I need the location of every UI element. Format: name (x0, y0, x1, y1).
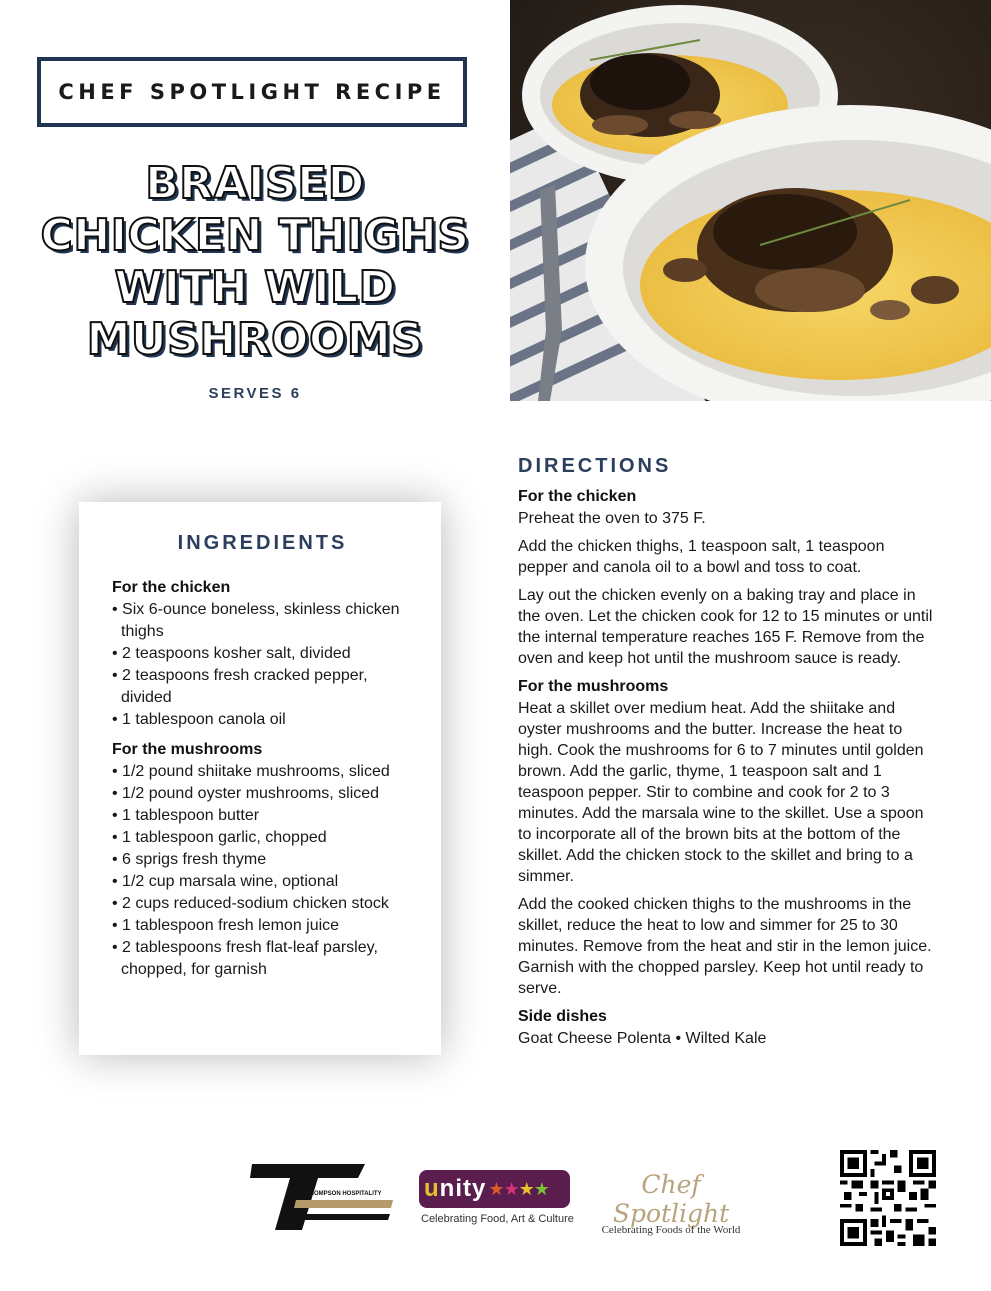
mushroom-ingredients-list (112, 761, 413, 981)
ingredient-item: • 1 tablespoon garlic, chopped (112, 827, 413, 849)
qr-code-icon[interactable] (840, 1150, 936, 1246)
side-dishes-heading: Side dishes (518, 1008, 607, 1025)
title-line: BRAISED (145, 158, 365, 209)
stars-icon: ★★★★ (488, 1178, 549, 1199)
unity-wordmark: unity (424, 1175, 487, 1202)
dish-photo (510, 0, 991, 401)
ingredient-item: • 1 tablespoon canola oil (112, 709, 413, 731)
ingredient-item: • 1 tablespoon fresh lemon juice (112, 915, 413, 937)
thompson-hospitality-logo (250, 1162, 395, 1232)
braised-chicken-photo-icon (510, 0, 991, 401)
ingredient-item: • 2 cups reduced-sodium chicken stock (112, 893, 413, 915)
directions-paragraph: Add the chicken thighs, 1 teaspoon salt, 1 teaspoon pepper and canola oil to a bowl and toss to coat. (518, 538, 885, 576)
unity-tagline: Celebrating Food, Art & Culture (421, 1213, 574, 1225)
ingredient-item: • 2 teaspoons kosher salt, divided (112, 643, 413, 665)
thompson-t-icon (250, 1162, 395, 1232)
ingredient-item: • 1/2 pound oyster mushrooms, sliced (112, 783, 413, 805)
ingredient-item: • 1 tablespoon butter (112, 805, 413, 827)
serves-label: SERVES 6 (208, 385, 302, 402)
directions-paragraph: Add the cooked chicken thighs to the mushrooms in the skillet, reduce the heat to low and simmer for 25 to 30 minutes. Remove from the heat and stir in the lemon juice. Garnish with the chopped parsley. Keep hot until ready to serve. (518, 896, 932, 997)
directions-heading: DIRECTIONS (518, 455, 672, 477)
directions-paragraph: Preheat the oven to 375 F. (518, 510, 706, 527)
ingredient-item: • 2 tablespoons fresh flat-leaf parsley, chopped, for garnish (112, 937, 413, 981)
chicken-ingredients-list (112, 599, 413, 731)
title-line: MUSHROOMS (86, 314, 424, 365)
ingredient-item: • Six 6-ounce boneless, skinless chicken thighs (112, 599, 413, 643)
directions-paragraph: Heat a skillet over medium heat. Add the shiitake and oyster mushrooms and the butter. Increase the heat to high. Cook the mushrooms for 6 to 7 minutes until golden brown. Add the garlic, thyme, 1 teaspoon salt and 1 teaspoon pepper. Stir to combine and cook for 2 to 3 minutes. Add the marsala wine to the skillet. Use a spoon to incorporate all of the brown bits at the bottom of the skillet. Add the chicken stock to the skillet and bring to a simmer. (518, 700, 924, 885)
side-dishes-text: Goat Cheese Polenta • Wilted Kale (518, 1030, 767, 1047)
ingredient-item: • 6 sprigs fresh thyme (112, 849, 413, 871)
ingredient-item: • 2 teaspoons fresh cracked pepper, divided (112, 665, 413, 709)
title-line: WITH WILD (114, 262, 396, 313)
ingredients-card (79, 502, 441, 1055)
directions-chicken-heading: For the chicken (518, 488, 637, 505)
directions-paragraph: Lay out the chicken evenly on a baking tray and place in the oven. Let the chicken cook for 12 to 15 minutes or until the internal temperature reaches 165 F. Remove from the oven and keep hot until the mushroom sauce is ready. (518, 587, 933, 667)
recipe-title (20, 158, 490, 366)
spotlight-label: CHEF SPOTLIGHT RECIPE (58, 80, 446, 104)
chef-spotlight-tagline: Celebrating Foods of the World (601, 1224, 741, 1236)
ingredients-heading: INGREDIENTS (177, 532, 348, 554)
ingredient-item: • 1/2 cup marsala wine, optional (112, 871, 413, 893)
directions-section (518, 455, 938, 1056)
ingredient-item: • 1/2 pound shiitake mushrooms, sliced (112, 761, 413, 783)
chef-spotlight-script: Chef Spotlight (612, 1170, 730, 1228)
title-line: CHICKEN THIGHS (40, 210, 470, 261)
thompson-name: THOMPSON HOSPITALITY (306, 1191, 382, 1197)
spotlight-banner (37, 57, 467, 127)
ingredients-mushrooms-heading: For the mushrooms (112, 741, 263, 758)
directions-mushrooms-heading: For the mushrooms (518, 678, 669, 695)
footer-logos (0, 1140, 991, 1250)
chef-spotlight-logo (596, 1170, 746, 1236)
unity-logo (419, 1170, 570, 1208)
ingredients-chicken-heading: For the chicken (112, 579, 231, 596)
